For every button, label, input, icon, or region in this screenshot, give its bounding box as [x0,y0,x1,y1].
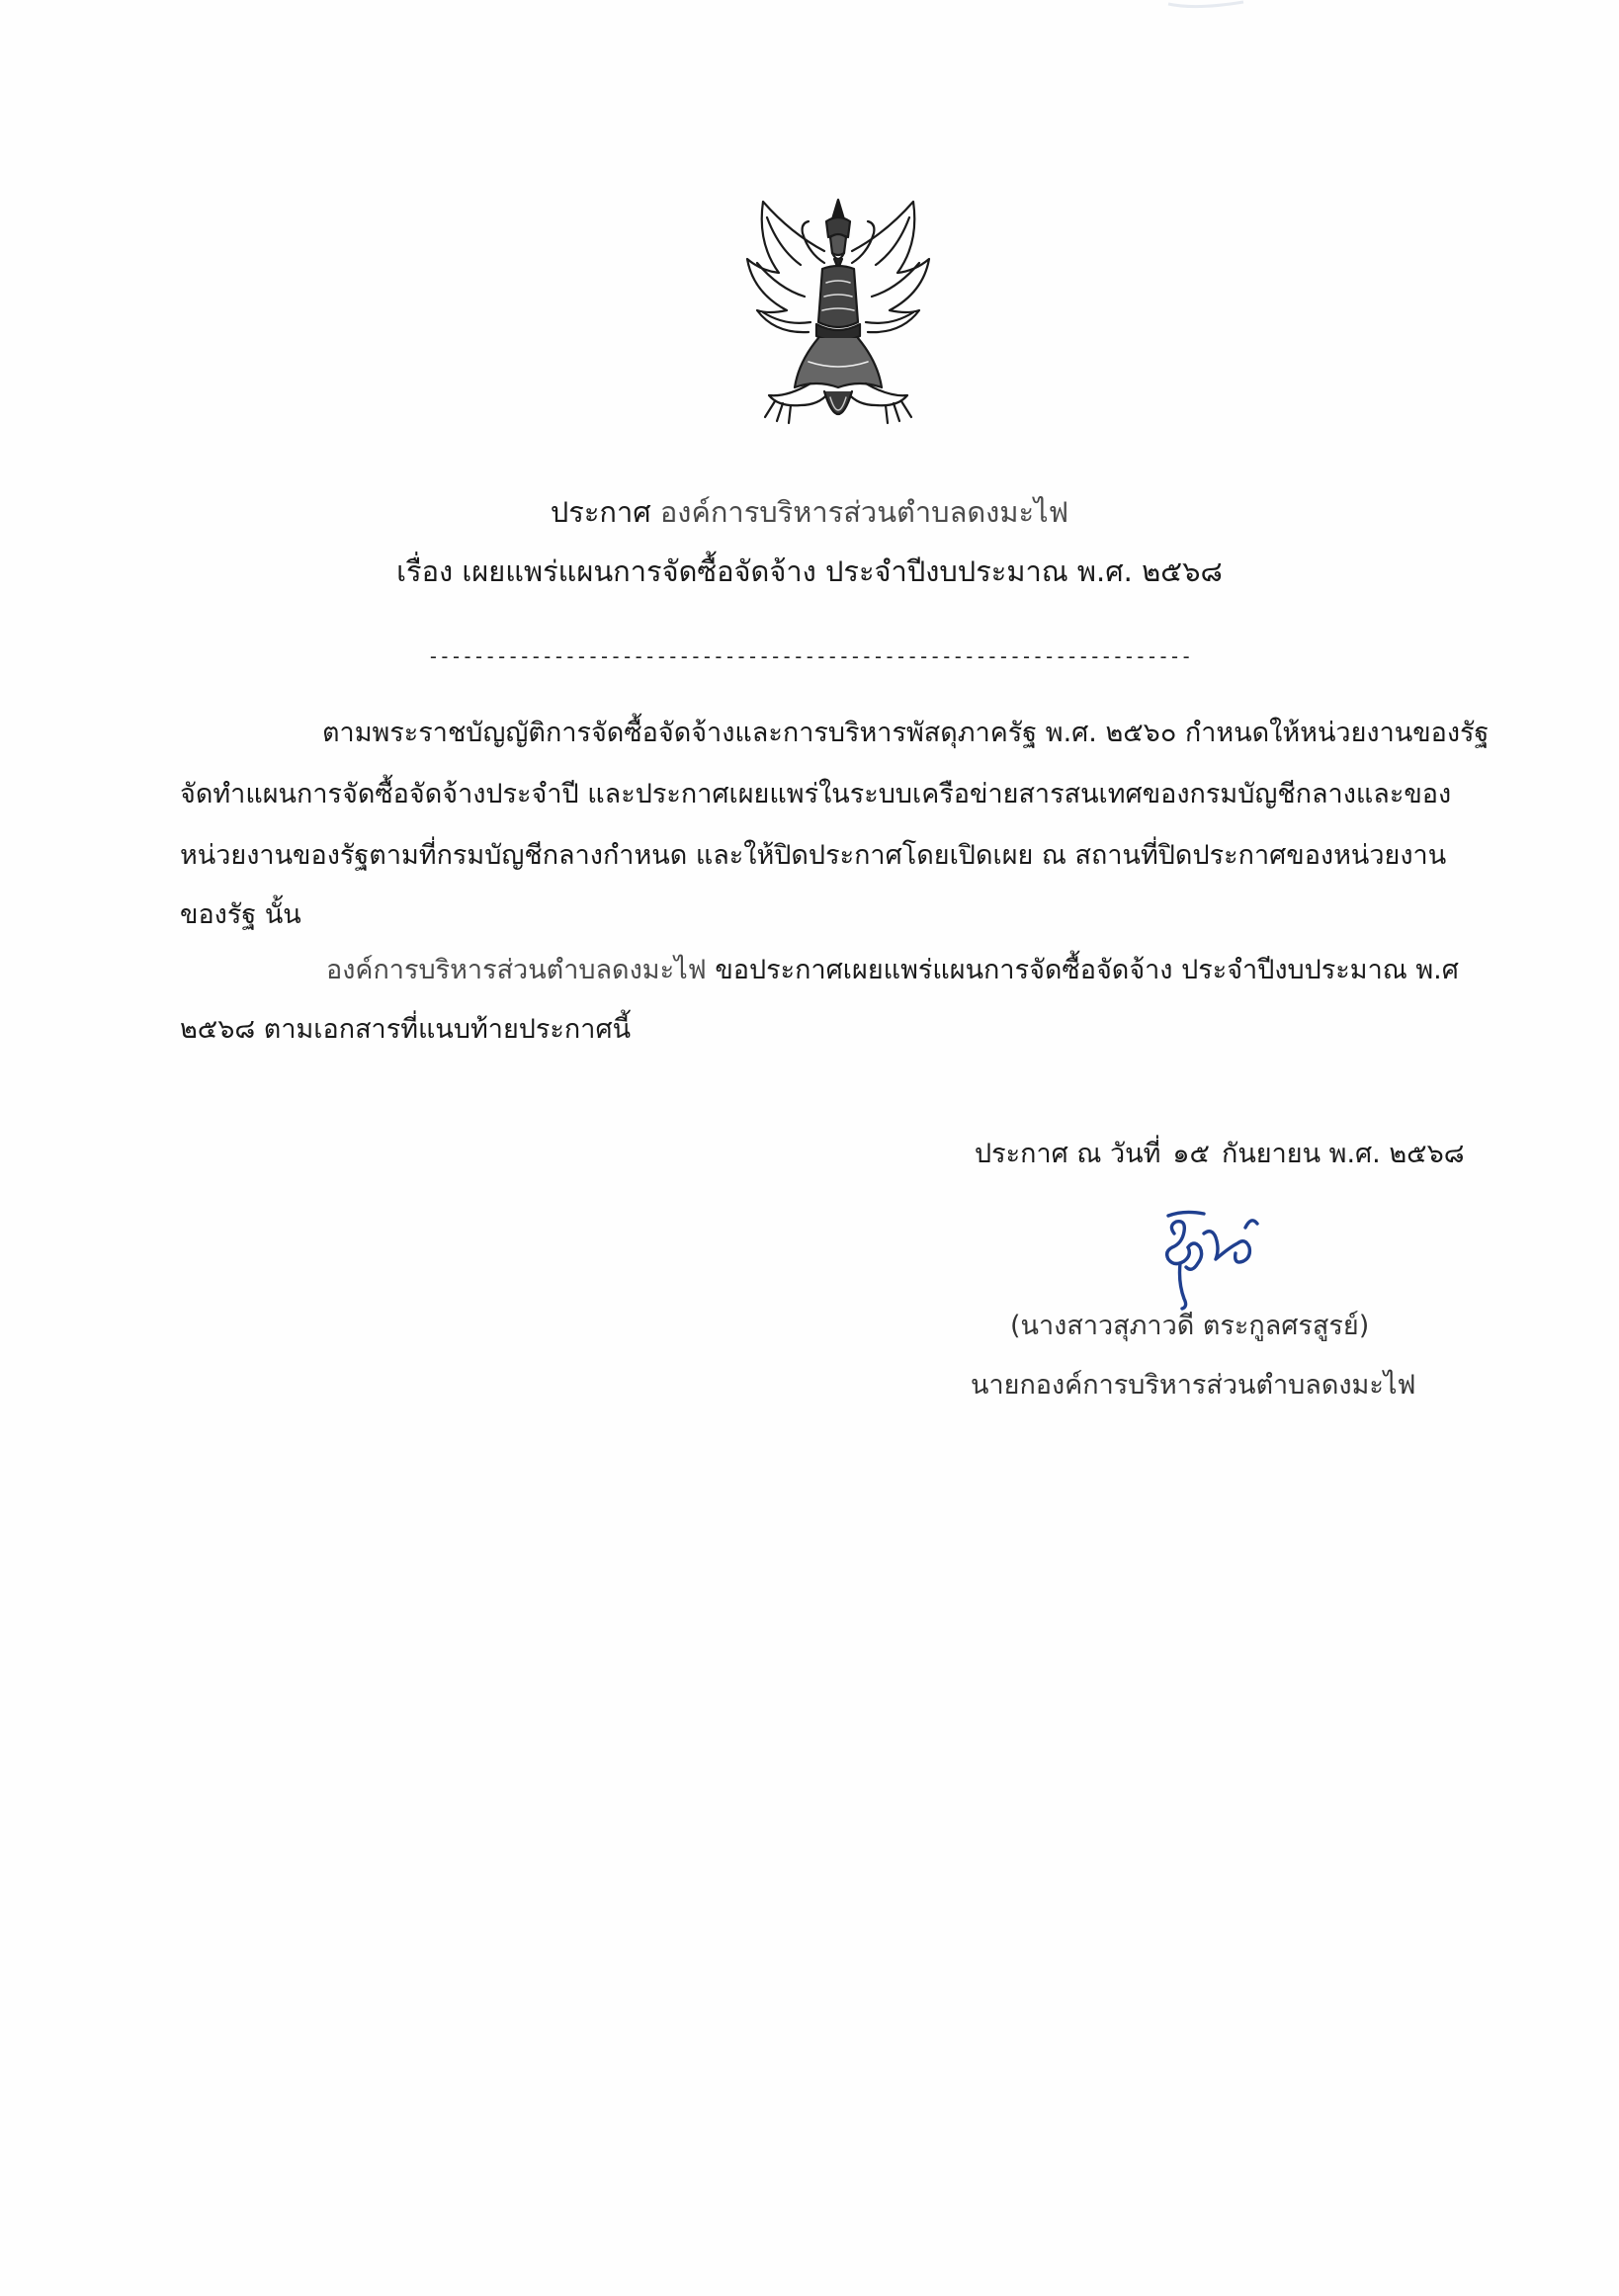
signer-name: (นางสาวสุภาวดี ตระกูลศรสูรย์) [1010,1311,1370,1341]
date-day: ๑๕ [1172,1139,1210,1169]
announcement-subject [0,552,1619,591]
signer-position: นายกองค์การบริหารส่วนตำบลดงมะไฟ [971,1370,1416,1401]
organization-name: องค์การบริหารส่วนตำบลดงมะไฟ [659,495,1069,529]
subject-prefix: เรื่อง [396,554,454,588]
announcement-title [0,492,1619,532]
paragraph-1-line-1: ตามพระราชบัญญัติการจัดซื้อจัดจ้างและการบริหารพัสดุภาครัฐ พ.ศ. ๒๕๖๐ กำหนดให้หน่วยงานของรัฐ [322,718,1490,748]
subject-text: เผยแพร่แผนการจัดซื้อจัดจ้าง ประจำปีงบประมาณ พ.ศ. ๒๕๖๘ [462,554,1223,588]
garuda-emblem [739,194,937,441]
paragraph-2-organization: องค์การบริหารส่วนตำบลดงมะไฟ [326,955,707,985]
announcement-date [975,1135,1465,1174]
date-prefix: ประกาศ ณ วันที่ [975,1139,1161,1169]
dashed-separator: ------------------------------------------------------------------- [427,644,1192,668]
paragraph-2-line-1 [326,951,1459,990]
date-month-year: กันยายน พ.ศ. ๒๕๖๘ [1222,1139,1465,1169]
paragraph-1-line-3: หน่วยงานของรัฐตามที่กรมบัญชีกลางกำหนด และให้ปิดประกาศโดยเปิดเผย ณ สถานที่ปิดประกาศของหน่วยงาน [180,840,1447,871]
paragraph-2-line-1-text: ขอประกาศเผยแพร่แผนการจัดซื้อจัดจ้าง ประจำปีงบประมาณ พ.ศ [706,955,1459,985]
handwritten-signature [1154,1204,1269,1311]
paragraph-2-line-2: ๒๕๖๘ ตามเอกสารที่แนบท้ายประกาศนี้ [180,1014,632,1045]
scan-smudge [1166,0,1245,18]
paragraph-1-line-2: จัดทำแผนการจัดซื้อจัดจ้างประจำปี และประกาศเผยแพร่ในระบบเครือข่ายสารสนเทศของกรมบัญชีกลางและของ [180,779,1452,809]
announcement-prefix: ประกาศ [550,495,651,529]
paragraph-1-line-4: ของรัฐ นั้น [180,899,301,930]
